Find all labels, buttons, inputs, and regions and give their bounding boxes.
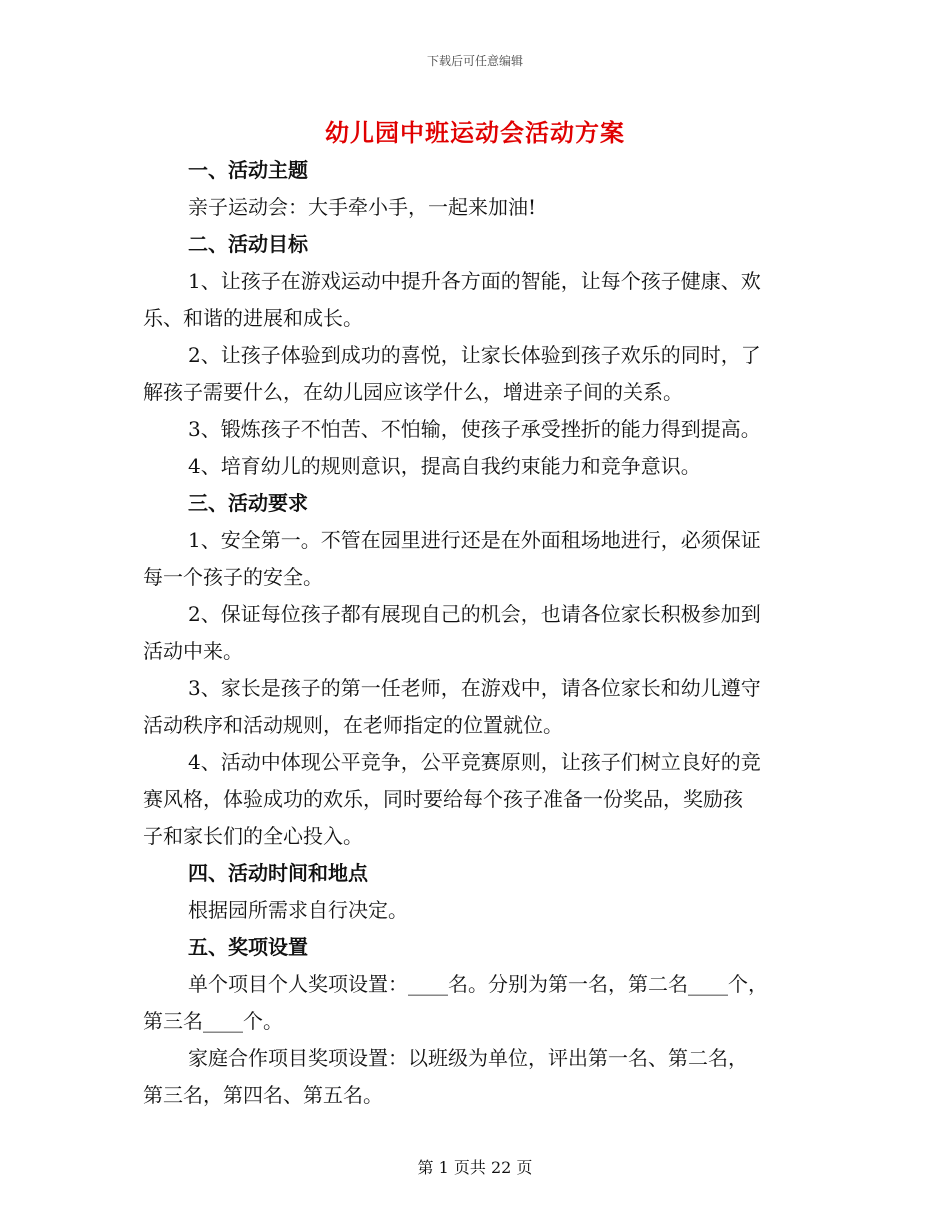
paragraph-line: 1、安全第一。不管在园里进行还是在外面租场地进行，必须保证 — [188, 528, 761, 552]
paragraph-line: 4、活动中体现公平竞争，公平竞赛原则，让孩子们树立良好的竞 — [188, 750, 761, 774]
paragraph-line: 2、保证每位孩子都有展现自己的机会，也请各位家长积极参加到 — [188, 602, 761, 626]
section-heading-5: 五、奖项设置 — [188, 935, 308, 959]
paragraph-line: 解孩子需要什么，在幼儿园应该学什么，增进亲子间的关系。 — [143, 380, 683, 404]
paragraph-line: 活动秩序和活动规则，在老师指定的位置就位。 — [143, 713, 563, 737]
paragraph-line: 单个项目个人奖项设置：____名。分别为第一名，第二名____个， — [188, 972, 768, 996]
section-heading-2: 二、活动目标 — [188, 232, 308, 256]
section-heading-3: 三、活动要求 — [188, 491, 308, 515]
section-heading-4: 四、活动时间和地点 — [188, 861, 368, 885]
paragraph-line: 4、培育幼儿的规则意识，提高自我约束能力和竞争意识。 — [188, 454, 701, 478]
paragraph-line: 活动中来。 — [143, 639, 243, 663]
paragraph-line: 第三名____个。 — [143, 1009, 283, 1033]
paragraph-line: 3、锻炼孩子不怕苦、不怕输，使孩子承受挫折的能力得到提高。 — [188, 417, 761, 441]
paragraph-line: 乐、和谐的进展和成长。 — [143, 306, 363, 330]
paragraph-line: 子和家长们的全心投入。 — [143, 824, 363, 848]
paragraph-line: 根据园所需求自行决定。 — [188, 898, 408, 922]
paragraph-line: 每一个孩子的安全。 — [143, 565, 323, 589]
document-title: 幼儿园中班运动会活动方案 — [325, 118, 625, 147]
section-heading-1: 一、活动主题 — [188, 158, 308, 182]
paragraph-line: 亲子运动会：大手牵小手，一起来加油! — [188, 195, 537, 219]
paragraph-line: 2、让孩子体验到成功的喜悦，让家长体验到孩子欢乐的同时，了 — [188, 343, 761, 367]
page-number-footer: 第 1 页共 22 页 — [417, 1158, 533, 1177]
paragraph-line: 赛风格，体验成功的欢乐，同时要给每个孩子准备一份奖品，奖励孩 — [143, 787, 743, 811]
paragraph-line: 家庭合作项目奖项设置：以班级为单位，评出第一名、第二名， — [188, 1046, 748, 1070]
header-note: 下载后可任意编辑 — [426, 54, 523, 68]
paragraph-line: 3、家长是孩子的第一任老师，在游戏中，请各位家长和幼儿遵守 — [188, 676, 761, 700]
paragraph-line: 第三名，第四名、第五名。 — [143, 1083, 383, 1107]
paragraph-line: 1、让孩子在游戏运动中提升各方面的智能，让每个孩子健康、欢 — [188, 269, 761, 293]
